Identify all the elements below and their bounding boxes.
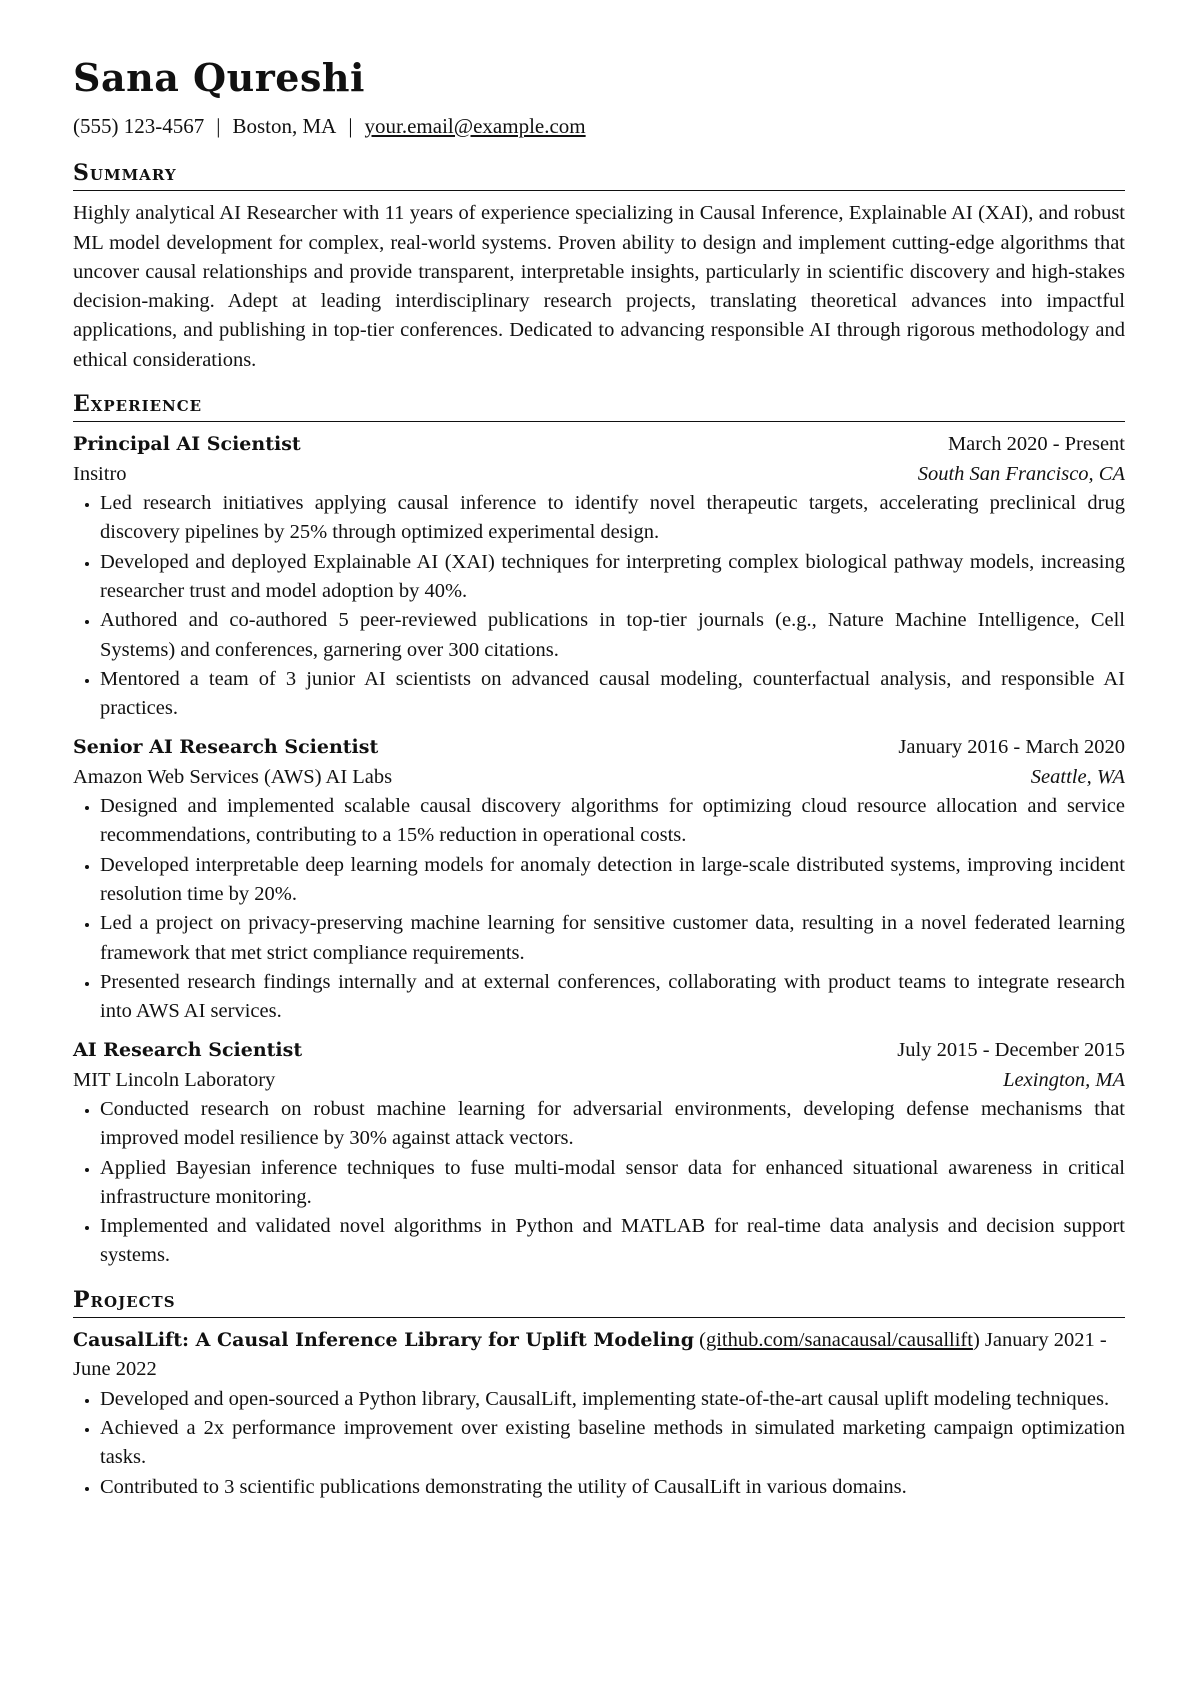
phone-number: (555) 123-4567 (73, 113, 205, 138)
job-dates: July 2015 - December 2015 (897, 1039, 1125, 1062)
resume-page (73, 55, 1125, 1502)
summary-section (73, 160, 1125, 375)
bullet-item: • Led a project on privacy-preserving machine learning for sensitive customer data, resulting in a novel federated learning framework that met strict compliance requirements. (100, 909, 1125, 968)
job-location: Seattle, WA (1030, 765, 1125, 788)
job-bullets (73, 1095, 1125, 1271)
contact-separator: | (348, 113, 353, 138)
job-company-row (73, 763, 1125, 792)
project-header: CausalLift: A Causal Inference Library for Uplift Modeling (github.com/sanacausal/causallift) January 2021 - June 2022 (73, 1329, 1107, 1381)
job-company: Amazon Web Services (AWS) AI Labs (73, 765, 393, 788)
project-link[interactable]: github.com/sanacausal/causallift (705, 1329, 973, 1352)
job-bullets (73, 792, 1125, 1026)
job-location: Lexington, MA (1003, 1068, 1125, 1091)
location-text: Boston, MA (232, 113, 337, 138)
email-link[interactable]: your.email@example.com (364, 113, 586, 138)
job-entry (73, 733, 1125, 1026)
job-title-row (73, 733, 1125, 762)
bullet-item: • Developed and deployed Explainable AI (XAI) techniques for interpreting complex biological pathway models, increasing researcher trust and model adoption by 40%. (100, 548, 1125, 607)
bullet-item: • Developed interpretable deep learning models for anomaly detection in large-scale distributed systems, improving incident resolution time by 20%. (100, 851, 1125, 910)
bullet-item: • Conducted research on robust machine learning for adversarial environments, developing defense mechanisms that improved model resilience by 30% against attack vectors. (100, 1095, 1125, 1154)
bullet-item: • Presented research findings internally and at external conferences, collaborating with product teams to integrate research into AWS AI services. (100, 968, 1125, 1027)
bullet-item: • Implemented and validated novel algorithms in Python and MATLAB for real-time data analysis and decision support systems. (100, 1212, 1125, 1271)
job-title-row (73, 1036, 1125, 1065)
job-role: Principal AI Scientist (73, 433, 301, 456)
job-company-row (73, 1066, 1125, 1095)
bullet-item: • Achieved a 2x performance improvement over existing baseline methods in simulated marketing campaign optimization tasks. (100, 1414, 1125, 1473)
job-entry (73, 1036, 1125, 1270)
summary-heading: Summary (73, 160, 1125, 191)
bullet-item: • Mentored a team of 3 junior AI scientists on advanced causal modeling, counterfactual analysis, and responsible AI practices. (100, 665, 1125, 724)
project-dates: January 2021 - June 2022 (73, 1329, 1107, 1381)
bullet-item: • Designed and implemented scalable causal discovery algorithms for optimizing cloud resource allocation and service recommendations, contributing to a 15% reduction in operational costs. (100, 792, 1125, 851)
project-bullets (73, 1385, 1125, 1502)
project-title: CausalLift: A Causal Inference Library for Uplift Modeling (73, 1329, 695, 1352)
candidate-name: Sana Qureshi (73, 55, 365, 100)
job-dates: January 2016 - March 2020 (898, 736, 1125, 759)
job-bullets (73, 489, 1125, 723)
projects-section (73, 1287, 1125, 1502)
job-role: AI Research Scientist (73, 1039, 303, 1062)
experience-heading: Experience (73, 391, 1125, 422)
job-company: MIT Lincoln Laboratory (73, 1068, 276, 1091)
projects-list (73, 1326, 1125, 1502)
contact-separator: | (216, 113, 221, 138)
job-role: Senior AI Research Scientist (73, 736, 379, 759)
contact-line (73, 113, 1125, 140)
job-dates: March 2020 - Present (947, 433, 1125, 456)
summary-text: Highly analytical AI Researcher with 11 years of experience specializing in Causal Inference, Explainable AI (XAI), and robust ML model development for complex, real-world systems. Proven ability to design and implement cutting-edge algorithms that uncover causal relationships and provide transparent, interpretable insights, particularly in scientific discovery and high-stakes decision-making. Adept at leading interdisciplinary research projects, translating theoretical advances into impactful applications, and publishing in top-tier conferences. Dedicated to advancing responsible AI through rigorous methodology and ethical considerations. (73, 202, 1125, 371)
job-title-row (73, 430, 1125, 459)
bullet-item: • Authored and co-authored 5 peer-reviewed publications in top-tier journals (e.g., Nature Machine Intelligence, Cell Systems) and conferences, garnering over 300 citations. (100, 606, 1125, 665)
experience-section (73, 391, 1125, 1271)
job-entry (73, 430, 1125, 723)
bullet-item: • Applied Bayesian inference techniques to fuse multi-modal sensor data for enhanced situational awareness in critical infrastructure monitoring. (100, 1154, 1125, 1213)
projects-heading: Projects (73, 1287, 1125, 1318)
bullet-item: • Contributed to 3 scientific publications demonstrating the utility of CausalLift in various domains. (100, 1473, 1125, 1502)
jobs-list (73, 430, 1125, 1270)
bullet-item: • Developed and open-sourced a Python library, CausalLift, implementing state-of-the-art causal uplift modeling techniques. (100, 1385, 1125, 1414)
job-company: Insitro (73, 462, 127, 485)
bullet-item: • Led research initiatives applying causal inference to identify novel therapeutic targets, accelerating preclinical drug discovery pipelines by 25% through optimized experimental design. (100, 489, 1125, 548)
job-company-row (73, 460, 1125, 489)
project-entry (73, 1326, 1125, 1502)
job-location: South San Francisco, CA (917, 462, 1125, 485)
